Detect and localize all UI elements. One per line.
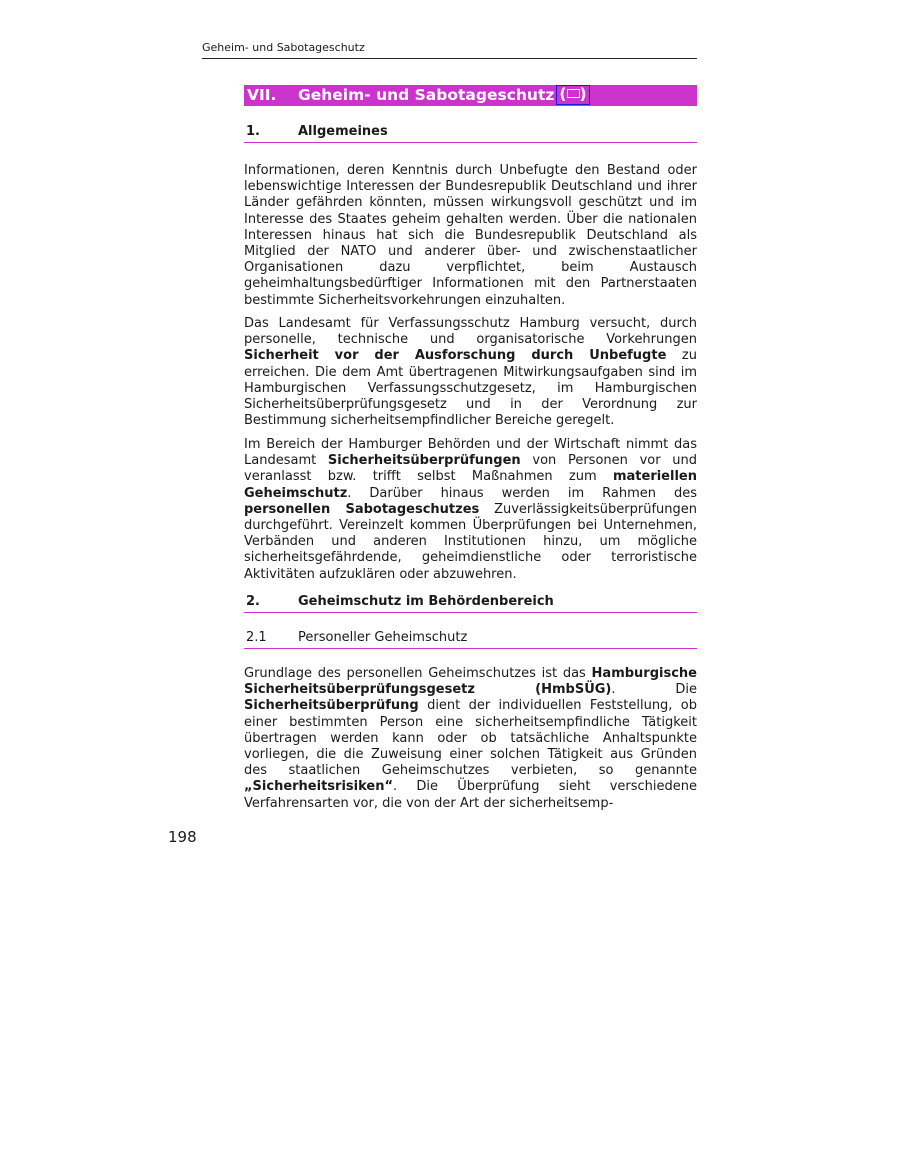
p3-text-g: Zuverlässigkeitsüberprüfungen durchgeführt. Vereinzelt kommen Überprüfungen bei Unternehmen, Verbänden und anderen Institutionen hinzu, um mögliche sicherheitsgefährdende, geheimdienstliche oder terroristische Aktivitäten aufzuklären oder abzuwehren. bbox=[244, 501, 697, 582]
chapter-number: VII. bbox=[247, 86, 277, 104]
section-number: 2. bbox=[246, 594, 260, 609]
chapter-heading bbox=[244, 85, 697, 106]
section-heading-allgemeines bbox=[244, 123, 697, 143]
p2-text-c: zu erreichen. Die dem Amt übertragenen Mitwirkungsaufgaben sind im Hamburgischen Verfassungsschutzgesetz, im Hamburgischen Sicherheitsüberprüfungsgesetz und in der Verordnung zur Bestimmung sicherheitsempfindlicher Bereiche geregelt. bbox=[244, 348, 697, 429]
section-title: Allgemeines bbox=[298, 124, 388, 139]
monitor-icon bbox=[567, 89, 580, 98]
p4-text-e: dient der individuellen Feststellung, ob einer bestimmten Person eine sicherheitsempfindliche Tätigkeit übertragen werden kann oder ob tatsächliche Anhaltspunkte vorliegen, die die Zuweisung einer solchen Tätigkeit aus Gründen des staatlichen Geheimschutzes verbieten, so genannte bbox=[244, 698, 697, 779]
p3-bold-sicherheitsueberpruefungen: Sicherheitsüberprüfungen bbox=[327, 453, 521, 469]
p4-text-a: Grundlage des personellen Geheimschutzes ist das bbox=[244, 666, 592, 681]
p3-text-c: von Personen vor und veranlasst bzw. trifft selbst Maßnahmen zum bbox=[244, 453, 697, 485]
page-number: 198 bbox=[168, 828, 197, 846]
running-header: Geheim- und Sabotageschutz bbox=[202, 41, 697, 59]
paragraph-3 bbox=[244, 437, 697, 583]
p2-text-a: Das Landesamt für Verfassungsschutz Hamburg versucht, durch personelle, technische und organisatorische Vorkehrungen bbox=[244, 316, 697, 348]
chapter-monitor-link[interactable] bbox=[556, 85, 589, 105]
link-open-paren: ( bbox=[559, 85, 567, 103]
section-number: 1. bbox=[246, 124, 260, 139]
subsection-title: Personeller Geheimschutz bbox=[298, 630, 468, 645]
section-heading-geheimschutz bbox=[244, 593, 697, 613]
chapter-title: Geheim- und Sabotageschutz bbox=[298, 86, 555, 104]
subsection-heading-personeller-geheimschutz bbox=[244, 629, 697, 649]
p4-text-c: . Die bbox=[611, 682, 697, 698]
p4-bold-sicherheitsrisiken: „Sicherheitsrisiken“ bbox=[244, 779, 394, 795]
p3-text-e: . Darüber hinaus werden im Rahmen des bbox=[347, 485, 697, 501]
p3-text-a: Im Bereich der Hamburger Behörden und der Wirtschaft nimmt das Landesamt bbox=[244, 437, 697, 469]
section-title: Geheimschutz im Behördenbereich bbox=[298, 594, 554, 609]
paragraph-2 bbox=[244, 316, 697, 429]
chapter-title-group bbox=[298, 85, 590, 106]
link-close-paren: ) bbox=[579, 85, 587, 103]
p4-text-g: . Die Überprüfung sieht verschiedene Verfahrensarten vor, die von der Art der sicherheitsemp- bbox=[244, 779, 697, 811]
p3-bold-materieller-geheimschutz: materiellen Geheimschutz bbox=[244, 469, 697, 501]
paragraph-1: Informationen, deren Kenntnis durch Unbefugte den Bestand oder lebenswichtige Interessen der Bundesrepublik Deutschland und ihrer Länder gefährden könnten, müssen wirkungsvoll geschützt und im Interesse des Staates geheim gehalten werden. Über die nationalen Interessen hinaus hat sich die Bundesrepublik Deutschland als Mitglied der NATO und anderer über- und zwischenstaatlicher Organisationen dazu verpflichtet, beim Austausch geheimhaltungsbedürftiger Informationen mit den Partnerstaaten bestimmte Sicherheitsvorkehrungen einzuhalten. bbox=[244, 163, 697, 308]
p3-bold-sabotageschutz: personellen Sabotageschutzes bbox=[244, 501, 480, 517]
subsection-number: 2.1 bbox=[246, 630, 267, 645]
p4-bold-sicherheitsueberpruefung: Sicherheitsüberprüfung bbox=[244, 698, 419, 714]
paragraph-4 bbox=[244, 666, 697, 812]
p4-bold-hmbsueg: Hamburgische Sicherheitsüberprüfungsgesetz (HmbSÜG) bbox=[244, 666, 697, 698]
p2-bold-sicherheit: Sicherheit vor der Ausforschung durch Unbefugte bbox=[244, 348, 667, 364]
